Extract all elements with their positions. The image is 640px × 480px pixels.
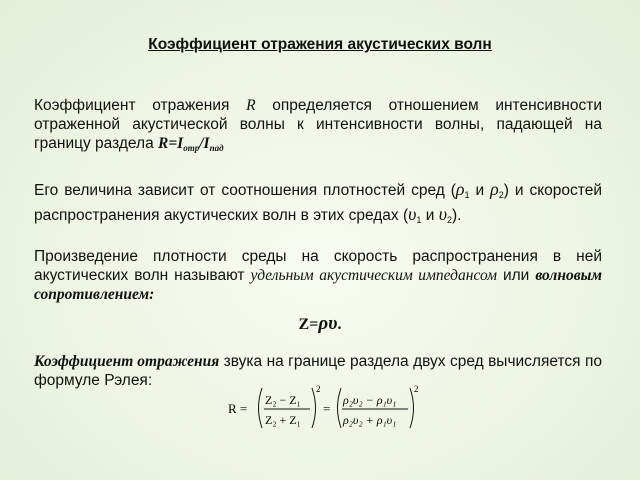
ratio-numerator: R=I [158, 135, 184, 152]
upsilon-1: υ [408, 204, 417, 224]
or-word: или [502, 267, 530, 284]
rho-1-sub: 1 [464, 190, 470, 200]
definition-text-start: Коэффициент отражения [34, 97, 230, 114]
dependence-text-a: Его величина зависит от соотношения плотностей сред ( [34, 182, 456, 199]
rayleigh-formula-svg [228, 384, 448, 434]
definition-text-rest: определяется отношением интенсивности отраженной акустической волны к интенсивности волны, падающей на границу раздела [34, 97, 602, 152]
rho-1: ρ [455, 179, 465, 199]
and-1: и [469, 182, 491, 199]
sub-otr: отр [183, 143, 200, 153]
fraction-1-numerator: Z₂ − Z₁ [265, 393, 301, 407]
fraction-2-denominator: ρ₂υ₂ + ρ₁υ₁ [343, 413, 397, 427]
power-1: 2 [316, 384, 321, 394]
upsilon-2: υ [438, 204, 447, 224]
wave-resistance-term: волновым сопротивлением: [34, 267, 603, 303]
dependence-text-b: ) и скоростей распространения акустических волн в этих средах ( [34, 182, 602, 224]
z-dot: . [337, 316, 342, 333]
rayleigh-text: звука на границе раздела двух сред вычисляется по формуле Рэлея: [34, 353, 602, 389]
reflection-coefficient-term: Коэффициент отражения [34, 353, 220, 370]
rho-2: ρ [490, 179, 499, 199]
fraction-1-denominator: Z₂ + Z₁ [265, 413, 301, 427]
paragraph-impedance [34, 247, 602, 304]
rho-2-sub: 2 [498, 190, 504, 200]
right-paren-2 [410, 388, 414, 428]
symbol-r: R [246, 97, 256, 114]
right-paren-1 [312, 388, 316, 428]
fraction-2-numerator: ρ₂υ₂ − ρ₁υ₁ [343, 393, 397, 407]
and-2: и [421, 207, 439, 224]
impedance-term: удельным акустическим импедансом [250, 267, 497, 284]
impedance-text: Произведение плотности среды на скорость распространения в ней акустических волн называют [34, 248, 602, 284]
left-paren-2 [338, 388, 342, 428]
z-lhs: Z= [298, 316, 319, 333]
formula-lhs: R = [228, 401, 248, 416]
ratio-slash: /I [199, 135, 210, 152]
upsilon-1-sub: 1 [416, 215, 422, 225]
slide-title: Коэффициент отражения акустических волн [148, 36, 492, 53]
intensity-ratio [158, 135, 224, 152]
paragraph-dependence [34, 180, 602, 230]
sub-pad: пад [209, 143, 224, 153]
z-rhs: ρυ [318, 313, 338, 334]
power-2: 2 [414, 384, 419, 394]
formula-equals: = [323, 401, 331, 416]
left-paren-1 [259, 388, 263, 428]
dependence-text-c: ). [451, 207, 462, 224]
paragraph-definition [34, 96, 602, 158]
impedance-formula [0, 313, 640, 335]
upsilon-2-sub: 2 [446, 215, 452, 225]
rayleigh-formula [228, 384, 448, 434]
